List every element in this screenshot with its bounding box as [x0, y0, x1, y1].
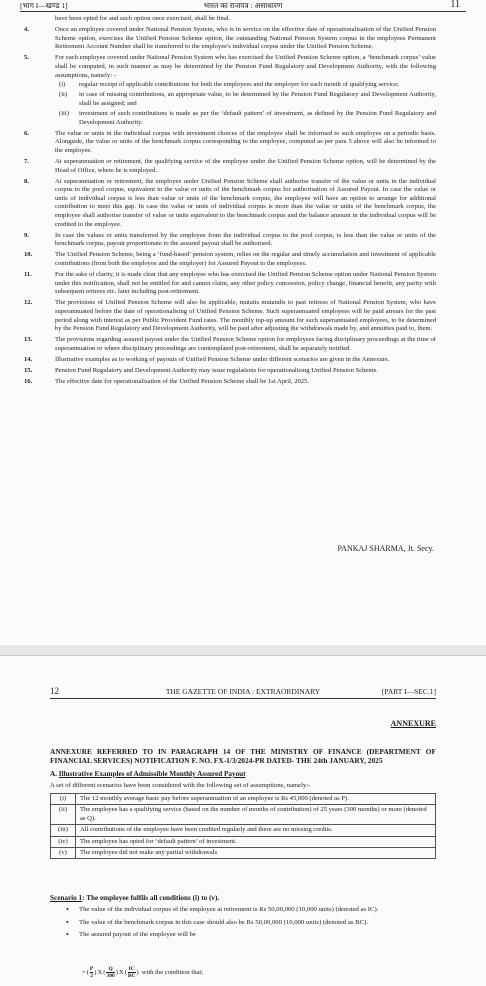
gazette-title: THE GAZETTE OF INDIA : EXTRAORDINARY — [165, 687, 321, 696]
fraction-q-over-300: $\frac{Q}{300}$ — [106, 966, 115, 979]
paragraph-7: 7. At superannuation or retirement, the qualifying service of the employee under the Unified Pension Scheme option, will be determined by the Head of Office, where he is employed. — [24, 157, 436, 174]
scenario-1-heading: Scenario 1: The employee fulfils all conditions (i) to (v). — [50, 894, 220, 902]
sub-item: (ii) in case of missing contributions, an appropriate value, to be determined by the Pension Fund Regulatory and Development Authority, shall be assigned; and — [59, 91, 436, 107]
list-item: • The value of the individual corpus of the employee at retirement is Rs 50,00,000 (10,000 units) (denoted as IC). — [66, 906, 436, 915]
paragraph-9: 9. In case the values or units transferred by the employee from the individual corpus to the pool corpus, is less than the value or units of the benchmark corpus, payout proportionate to the assured payout shall be authorised. — [24, 231, 436, 248]
table-row: (i) The 12 monthly average basic pay before superannuation of an employee is Rs 45,000 (denoted as P). — [51, 794, 436, 805]
sub-item: (i) regular receipt of applicable contributions for both the employees and the employer for each month of qualifying service; — [59, 81, 399, 89]
assumptions-intro: A set of different scenarios have been considered with the following set of assumptions, namely:- — [50, 782, 311, 789]
continuation-text: have been opted for and such option once exercised, shall be final. — [55, 15, 231, 22]
paragraph-12: 12. The provisions of Unified Pension Scheme will also be applicable, mutatis mutandis to past retirees of National Pension System, who have superannuated before the date of operationalising of Unified Pension Scheme. Such superannuated employees will be paid arrears for the past period along with interest as per Public Provident Fund rates. The monthly top-up amount for such superannuated employees, to be determined by the Pension Fund Regulatory and Development Authority, will be paid after adjusting the withdrawals made by, and annuities paid to, them. — [24, 299, 436, 333]
page-header — [50, 686, 436, 699]
paragraph-4: 4. Once an employee covered under National Pension System, who is in service on the effective date of operationalisation of the Unified Pension Scheme option, exercises the Unified Pension Scheme option, the outstanding National Pension System corpus in the employees Permanent Retirement Account Number shall be transferred to the employee's individual corpus under the Unified Pension Scheme. — [24, 26, 436, 51]
annexure-label: ANNEXURE — [390, 719, 436, 728]
paragraph-6: 6. The value or units in the individual corpus with investment choices of the employee shall be informed to such employee on a periodic basis. Alongside, the value or units of the benchmark corpus corresponding to the employee, computed as per para 5 above will also be informed to the employee. — [24, 129, 436, 154]
paragraph-14: 14. Illustrative examples as to working of payouts of Unified Pension Scheme under different scenarios are given in the Annexure. — [24, 355, 390, 363]
annexure-title: ANNEXURE REFERRED TO IN PARAGRAPH 14 OF THE MINISTRY OF FINANCE (DEPARTMENT OF FINANCIAL SERVICES) NOTIFICATION F. NO. FX-1/3/2024-PR DATED- THE 24th JANUARY, 2025 — [50, 747, 436, 765]
signature-line: PANKAJ SHARMA, Jt. Secy. — [337, 544, 434, 553]
paragraph-5: 5. For each employee covered under National Pension System who has exercised the Unified Pension Scheme option, a ‘benchmark corpus’ value shall be computed, in such manner as may be determined by the Pension Fund Regulatory and Development Authority, with the following assumptions, namely: - (i) regular receipt of applicable contributions for both the employees and the employer for each month of qualifying service; (ii) in case of missing contributions, an appropriate value, to be determined by the Pension Fund Regulatory and Development Authority, shall be assigned; and (iii) investment of such contributions is made as per the ‘default pattern’ of investment, as defined by the Pension Fund Regulatory and Development Authority. — [24, 54, 436, 126]
fraction-ic-over-bc: $\frac{IC}{BC}$ — [127, 966, 136, 979]
part-label: [PART I—SEC.1] — [381, 687, 436, 696]
table-row: (v) The employee did not make any partial withdrawals — [51, 848, 436, 859]
part-label: [भाग I—खण्ड 1] — [20, 1, 68, 10]
paragraph-13: 13. The provisions regarding assured payout under the Unified Pension Scheme option for employees facing disciplinary proceedings at the time of superannuation or where disciplinary proceedings are contemplated post-retirement, shall be separately notified. — [24, 336, 436, 352]
fraction-p-over-2: $\frac{P}{2}$ — [89, 966, 94, 979]
paragraph-16: 16. The effective date for operationalisation of the Unified Pension Scheme shall be 1st April, 2025. — [24, 378, 310, 386]
paragraph-15: 15. Pension Fund Regulatory and Development Authority may issue regulations for operationalising Unified Pension Scheme. — [24, 366, 379, 374]
page-number: 11 — [450, 0, 460, 10]
section-a-heading: A. Illustrative Examples of Admissible Monthly Assured Payout — [50, 770, 246, 778]
table-row: (ii) The employee has a qualifying service (based on the number of months of contribution) of 25 years (300 months) or more (denoted as Q). — [51, 805, 436, 825]
paragraph-8: 8. At superannuation or retirement, the employee under Unified Pension Scheme shall authorise transfer of the value or units in the individual corpus to the pool corpus, equivalent to the value or units of the benchmark corpus for authorisation of Assured Payout. In case the value or units of individual corpus is less than value or units of the benchmark corpus, the employee will have an option to arrange for additional contribution to meet this gap. In case the value or units of individual corpus is more than the value or units of the benchmark corpus, the employee shall authorise transfer of value or units equivalent to the benchmark corpus and the balance amount in the individual corpus will be credited to the employee. — [24, 177, 436, 228]
assumption-list — [55, 81, 436, 127]
sub-item: (iii) investment of such contributions is made as per the ‘default pattern’ of investment, as defined by the Pension Fund Regulatory and Development Authority. — [59, 109, 436, 126]
assumptions-table — [50, 793, 436, 859]
notification-paragraphs — [20, 15, 436, 389]
list-item: • The assured payout of the employee will be — [66, 931, 436, 940]
gazette-title: भारत का राजपत्र : असाधारण — [203, 1, 283, 10]
assured-payout-formula: = ( $\frac{P}{2}$ ) X ( $\frac{Q}{300}$ ) X ( $\frac{IC}{BC}$ ) with the condition that; — [82, 966, 204, 979]
paragraph-11: 11. For the sake of clarity, it is made clear that any employee who has exercised the Unified Pension Scheme option under National Pension System under this notification, shall not be entitled for and cannot claim, any other policy concession, policy change, financial benefit, any parity with subsequent retirees etc. later including post-retirement. — [24, 271, 436, 296]
table-row: (iv) The employee has opted for ‘default pattern’ of investment. — [51, 836, 436, 847]
list-item: • The value of the benchmark corpus in this case should also be Rs 50,00,000 (10,000 units) (denoted as BC). — [66, 919, 436, 928]
page-number: 12 — [50, 686, 59, 696]
scenario-1-bullets — [66, 906, 436, 944]
table-row: (iii) All contributions of the employee have been credited regularly and there are no missing credits. — [51, 825, 436, 836]
paragraph-10: 10. The Unified Pension Scheme, being a ‘fund-based’ pension system, relies on the regular and timely accumulation and investment of applicable contributions (from both the employee and the employer) for Assured Payout to the employees. — [24, 251, 436, 267]
gazette-page-12 — [0, 655, 486, 986]
page-header — [20, 0, 466, 12]
